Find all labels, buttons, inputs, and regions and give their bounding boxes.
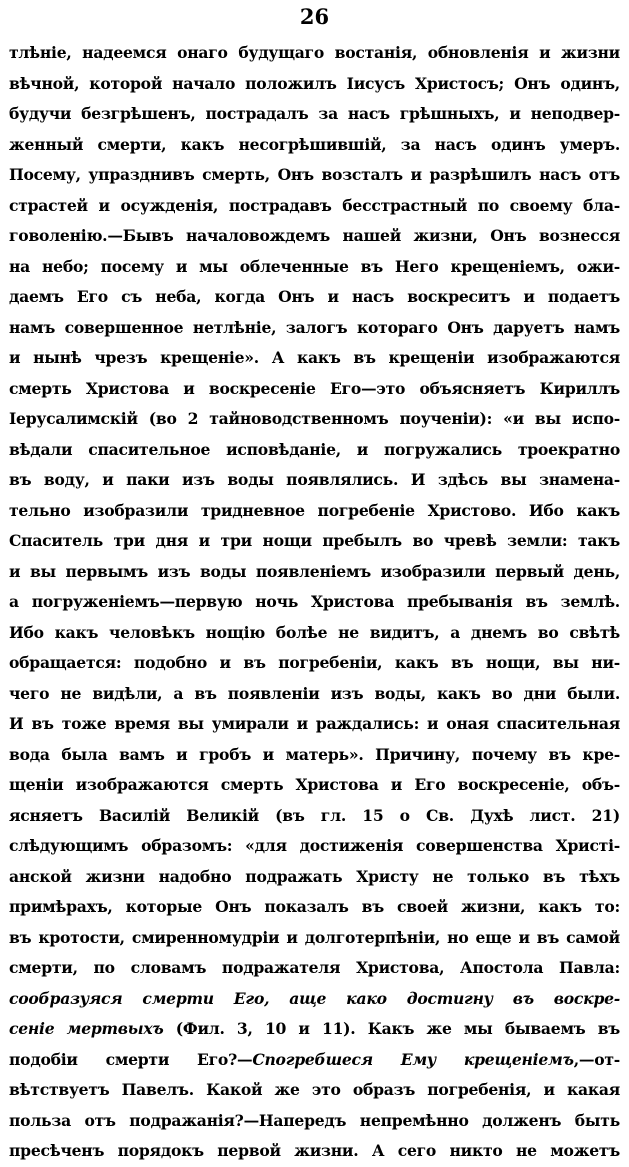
- text-segment: будучи безгрѣшенъ, пострадалъ за насъ грѣшныхъ, и неподвер-: [9, 104, 620, 123]
- text-line: [9, 862, 620, 893]
- text-segment: намъ совершенное нетлѣніе, залогъ котораго Онъ даруетъ намъ: [9, 317, 620, 337]
- text-segment: (Фил. 3, 10 и 11). Какъ же мы бываемъ въ: [163, 1019, 620, 1038]
- text-line: [9, 587, 620, 618]
- text-segment: смерти, по словамъ подражателя Христова, Апостола Павла:: [9, 958, 620, 977]
- text-line: [9, 69, 620, 100]
- text-line: [9, 831, 620, 862]
- text-segment: Ибо какъ человѣкъ нощію болѣе не видитъ, а днемъ во свѣтѣ: [9, 622, 620, 642]
- text-segment: ,—от-: [573, 1049, 620, 1069]
- text-line: [9, 130, 620, 161]
- text-segment: тлѣніе, надеемся онаго будущаго востанія, обновленія и жизни: [9, 43, 620, 62]
- text-line: [9, 709, 620, 740]
- text-line: [9, 648, 620, 679]
- page-number: 26: [299, 4, 330, 29]
- text-segment: въ воду, и паки изъ воды появлялись. И здѣсь вы знамена-: [9, 470, 620, 489]
- text-line: [9, 740, 620, 771]
- text-line: [9, 526, 620, 557]
- text-segment: вѣдали спасительное исповѣданіе, и погружались троекратно: [9, 439, 620, 459]
- text-segment: вода была вамъ и гробъ и матерь». Причину, почему въ кре-: [9, 744, 620, 764]
- text-segment: говоленію.—Бывъ началовождемъ нашей жизни, Онъ вознесся: [9, 226, 620, 245]
- text-segment: Посему, упразднивъ смерть, Онъ возсталъ и разрѣшилъ насъ отъ: [9, 165, 620, 184]
- text-line: [9, 374, 620, 405]
- text-line: [9, 1136, 620, 1167]
- text-segment: Спаситель три дня и три нощи пребылъ во чревѣ земли: такъ: [9, 531, 620, 550]
- text-line: [9, 801, 620, 832]
- text-segment: И въ тоже время вы умирали и раждались: и оная спасительная: [9, 714, 620, 733]
- text-line: [9, 252, 620, 283]
- text-line: [9, 221, 620, 252]
- text-segment: смерть Христова и воскресеніе Его—это объясняетъ Кириллъ: [9, 378, 620, 398]
- text-segment: подобіи смерти Его?—: [9, 1049, 253, 1069]
- text-line: [9, 435, 620, 466]
- text-segment: пресѣченъ порядокъ первой жизни. А сего никто не можетъ: [9, 1141, 620, 1160]
- text-segment: обращается: подобно и въ погребеніи, какъ въ нощи, вы ни-: [9, 653, 620, 672]
- text-line: [9, 984, 620, 1015]
- text-segment: примѣрахъ, которые Онъ показалъ въ своей жизни, какъ то:: [9, 897, 620, 916]
- text-segment: тельно изобразили тридневное погребеніе Христово. Ибо какъ: [9, 500, 620, 520]
- text-segment: Іерусалимскій (во 2 тайноводственномъ поученіи): «и вы испо-: [9, 409, 620, 428]
- text-line: [9, 1045, 620, 1076]
- text-segment: и нынѣ чрезъ крещеніе». А какъ въ крещеніи изображаются: [9, 348, 620, 367]
- text-line: [9, 343, 620, 374]
- text-segment: ясняетъ Василій Великій (въ гл. 15 о Св. Духѣ лист. 21): [9, 805, 620, 825]
- text-line: [9, 404, 620, 435]
- text-segment: анской жизни надобно подражать Христу не только въ тѣхъ: [9, 866, 620, 886]
- text-segment: страстей и осужденія, пострадавъ бесстрастный по своему бла-: [9, 195, 620, 215]
- text-segment: на небо; посему и мы облеченные въ Него крещеніемъ, ожи-: [9, 256, 620, 276]
- text-line: [9, 953, 620, 984]
- text-line: [9, 465, 620, 496]
- text-segment: вѣтствуетъ Павелъ. Какой же это образъ погребенія, и какая: [9, 1080, 620, 1099]
- text-line: [9, 770, 620, 801]
- text-line: [9, 282, 620, 313]
- body-text: [9, 38, 620, 1167]
- text-line: [9, 99, 620, 130]
- text-line: [9, 892, 620, 923]
- italic-quote-segment: сеніе мертвыхъ: [9, 1019, 164, 1038]
- text-line: [9, 557, 620, 588]
- text-line: [9, 496, 620, 527]
- text-line: [9, 1075, 620, 1106]
- text-line: [9, 38, 620, 69]
- text-line: [9, 618, 620, 649]
- text-segment: и вы первымъ изъ воды появленіемъ изобразили первый день,: [9, 561, 620, 581]
- text-segment: слѣдующимъ образомъ: «для достиженія совершенства Христі-: [9, 836, 620, 855]
- text-line: [9, 160, 620, 191]
- italic-quote-segment: Спогребшеся Ему крещеніемъ: [252, 1049, 574, 1069]
- text-line: [9, 1014, 620, 1045]
- text-line: [9, 679, 620, 710]
- text-line: [9, 923, 620, 954]
- text-segment: чего не видѣли, а въ появленіи изъ воды, какъ во дни были.: [9, 683, 620, 703]
- text-segment: а погруженіемъ—первую ночь Христова пребыванія въ землѣ.: [9, 592, 620, 611]
- text-segment: даемъ Его съ неба, когда Онъ и насъ воскреситъ и подаетъ: [9, 287, 620, 306]
- text-segment: вѣчной, которой начало положилъ Іисусъ Христосъ; Онъ одинъ,: [9, 73, 620, 93]
- text-line: [9, 313, 620, 344]
- text-segment: щеніи изображаются смерть Христова и Его воскресеніе, объ-: [9, 775, 620, 794]
- text-line: [9, 191, 620, 222]
- text-segment: въ кротости, смиренномудріи и долготерпѣніи, но еще и въ самой: [9, 927, 620, 947]
- italic-quote-segment: сообразуяся смерти Его, аще како достигну въ воскре-: [9, 988, 620, 1008]
- text-segment: польза отъ подражанія?—Напередъ непремѣнно долженъ быть: [9, 1110, 620, 1130]
- text-segment: женный смерти, какъ несогрѣшившій, за насъ одинъ умеръ.: [9, 134, 620, 154]
- text-line: [9, 1106, 620, 1137]
